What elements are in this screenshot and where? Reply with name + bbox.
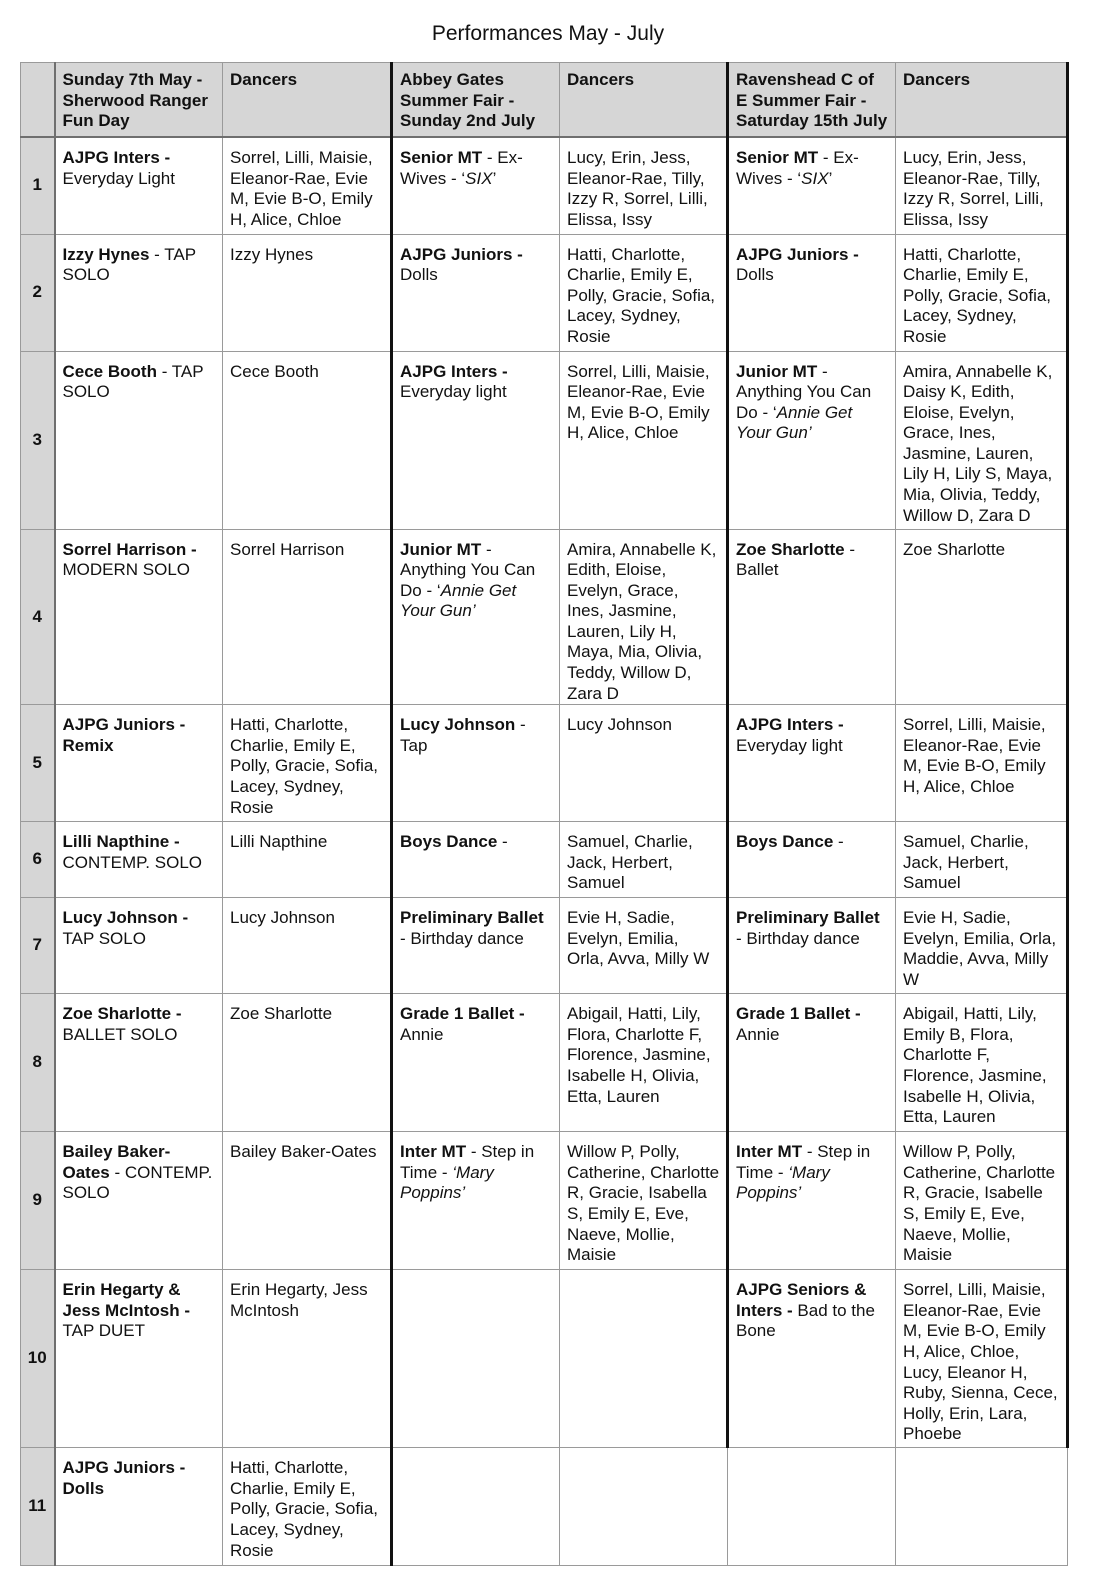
performance-bold: Sorrel Harrison - [62, 539, 197, 559]
header-dancers-1: Dancers [223, 63, 392, 138]
performance-rest: Dolls [736, 265, 774, 285]
performance-cell [728, 529, 896, 705]
performance-italic: ‘Mary Poppins’ [736, 1162, 830, 1203]
dancers-cell: Zoe Sharlotte [223, 994, 392, 1132]
dancers-cell: Erin Hegarty, Jess McIntosh [223, 1270, 392, 1448]
performance-bold: Inter MT [736, 1142, 803, 1162]
header-dancers-2: Dancers [560, 63, 728, 138]
performance-rest: - [497, 832, 508, 852]
performance-bold: Cece Booth [62, 361, 157, 381]
dancers-cell: Amira, Annabelle K, Edith, Eloise, Evelyn, Grace, Ines, Jasmine, Lauren, Lily H, Maya, Mia, Olivia, Teddy, Willow D, Zara D [560, 529, 728, 705]
performance-rest: Annie [400, 1024, 444, 1044]
performance-cell [55, 705, 223, 822]
performance-rest: - Step in Time - [736, 1142, 871, 1182]
performance-bold: Preliminary Ballet [736, 908, 880, 928]
performance-bold: Erin Hegarty & Jess McIntosh - [62, 1280, 191, 1320]
performance-cell [392, 705, 560, 822]
performance-rest: - Anything You Can Do - ‘ [400, 539, 536, 600]
page-title: Performances May - July [431, 22, 665, 45]
performance-cell [728, 137, 896, 234]
performance-cell [55, 351, 223, 529]
performance-bold: Grade 1 Ballet - [736, 1004, 861, 1024]
header-number-cell [21, 63, 55, 138]
performance-cell [392, 137, 560, 234]
performance-cell [392, 822, 560, 898]
performance-cell [392, 529, 560, 705]
table-row [21, 234, 1068, 351]
header-dancers-3: Dancers [896, 63, 1068, 138]
performance-bold: Lucy Johnson - [62, 908, 189, 928]
row-number: 7 [21, 898, 55, 994]
performance-rest: - TAP SOLO [62, 361, 204, 402]
performance-cell [55, 822, 223, 898]
row-number: 5 [21, 705, 55, 822]
performance-rest: Everyday Light [62, 168, 175, 188]
performance-bold: Junior MT [736, 361, 818, 381]
performance-rest: - Tap [400, 715, 526, 755]
performance-bold: Boys Dance [400, 832, 498, 852]
performance-bold: Zoe Sharlotte - [62, 1004, 182, 1024]
performance-cell [728, 1132, 896, 1270]
dancers-cell [560, 1270, 728, 1448]
row-number: 10 [21, 1270, 55, 1448]
performance-cell [55, 529, 223, 705]
performance-italic: SIX [465, 168, 493, 188]
header-event-1: Sunday 7th May - Sherwood Ranger Fun Day [55, 63, 223, 138]
dancers-cell: Hatti, Charlotte, Charlie, Emily E, Polly, Gracie, Sofia, Lacey, Sydney, Rosie [896, 234, 1068, 351]
table-row [21, 351, 1068, 529]
row-number: 6 [21, 822, 55, 898]
performance-bold: AJPG Juniors - Remix [62, 715, 186, 755]
performance-bold: AJPG Juniors - Dolls [62, 1458, 186, 1498]
performance-rest: - Anything You Can Do - ‘ [736, 361, 872, 422]
row-number: 3 [21, 351, 55, 529]
dancers-cell: Samuel, Charlie, Jack, Herbert, Samuel [896, 822, 1068, 898]
header-event-2: Abbey Gates Summer Fair - Sunday 2nd July [392, 63, 560, 138]
performance-cell [728, 705, 896, 822]
dancers-cell: Izzy Hynes [223, 234, 392, 351]
performance-rest: Everyday light [736, 735, 843, 755]
dancers-cell: Lucy, Erin, Jess, Eleanor-Rae, Tilly, Izzy R, Sorrel, Lilli, Elissa, Issy [896, 137, 1068, 234]
dancers-cell: Sorrel Harrison [223, 529, 392, 705]
performance-bold: Bailey Baker-Oates [62, 1142, 171, 1182]
dancers-cell: Samuel, Charlie, Jack, Herbert, Samuel [560, 822, 728, 898]
performance-cell [728, 994, 896, 1132]
performance-bold: Senior MT [736, 148, 819, 167]
dancers-cell: Lucy Johnson [560, 705, 728, 822]
performance-rest: Bad to the Bone [736, 1300, 875, 1341]
table-row [21, 529, 1068, 705]
performance-rest: - Ex-Wives - ‘ [400, 148, 523, 188]
performance-rest: - TAP SOLO [62, 244, 196, 285]
performance-rest: - [833, 832, 844, 852]
table-row [21, 822, 1068, 898]
dancers-cell: Sorrel, Lilli, Maisie, Eleanor-Rae, Evie M, Evie B-O, Emily H, Alice, Chloe [896, 705, 1068, 822]
performance-rest: TAP DUET [62, 1321, 145, 1341]
table-row [21, 1270, 1068, 1448]
performance-rest: - Birthday dance [400, 928, 524, 948]
performance-italic: ‘Mary Poppins’ [400, 1162, 494, 1203]
table-row [21, 1132, 1068, 1270]
performance-bold: AJPG Juniors - [400, 244, 523, 264]
performance-rest: - Birthday dance [736, 928, 860, 948]
performance-cell [392, 1132, 560, 1270]
dancers-cell: Zoe Sharlotte [896, 529, 1068, 705]
performance-bold: Lucy Johnson [400, 715, 516, 735]
performance-cell [728, 234, 896, 351]
performance-cell [728, 1448, 896, 1566]
performance-rest: - Ballet [736, 539, 856, 580]
table-row [21, 1448, 1068, 1566]
performance-cell [392, 234, 560, 351]
performance-bold: AJPG Seniors & Inters - [736, 1280, 867, 1320]
performance-rest: Everyday light [400, 382, 507, 402]
dancers-cell: Hatti, Charlotte, Charlie, Emily E, Polly, Gracie, Sofia, Lacey, Sydney, Rosie [560, 234, 728, 351]
row-number: 11 [21, 1448, 55, 1566]
performance-bold: Grade 1 Ballet - [400, 1004, 525, 1024]
table-row [21, 898, 1068, 994]
performance-cell [392, 994, 560, 1132]
performance-rest: - Step in Time - [400, 1142, 535, 1182]
table-row [21, 705, 1068, 822]
performance-bold: Boys Dance [736, 832, 834, 852]
dancers-cell: Evie H, Sadie, Evelyn, Emilia, Orla, Avva, Milly W [560, 898, 728, 994]
dancers-cell: Lilli Napthine [223, 822, 392, 898]
dancers-cell: Sorrel, Lilli, Maisie, Eleanor-Rae, Evie M, Evie B-O, Emily H, Alice, Chloe, Lucy, Eleanor H, Ruby, Sienna, Cece, Holly, Erin, Lara, Phoebe [896, 1270, 1068, 1448]
performance-cell [55, 1270, 223, 1448]
performance-cell [392, 351, 560, 529]
dancers-cell [560, 1448, 728, 1566]
performance-cell [392, 1270, 560, 1448]
performance-rest: MODERN SOLO [62, 560, 191, 580]
performance-rest: - Ex-Wives - ‘ [736, 148, 859, 188]
dancers-cell: Hatti, Charlotte, Charlie, Emily E, Polly, Gracie, Sofia, Lacey, Sydney, Rosie [223, 1448, 392, 1566]
performance-bold: Lilli Napthine - [62, 832, 180, 852]
performance-cell [728, 1270, 896, 1448]
dancers-cell: Cece Booth [223, 351, 392, 529]
performances-table [20, 62, 1069, 1566]
row-number: 1 [21, 137, 55, 234]
performance-rest: CONTEMP. SOLO [62, 852, 202, 872]
performance-end: ’ [492, 168, 497, 188]
performance-rest: Dolls [400, 265, 438, 285]
dancers-cell [896, 1448, 1068, 1566]
performance-rest: - CONTEMP. SOLO [62, 1162, 213, 1203]
performance-italic: Annie Get Your Gun’ [400, 580, 517, 621]
row-number: 4 [21, 529, 55, 705]
performance-bold: AJPG Inters - [400, 361, 508, 381]
performance-cell [55, 1132, 223, 1270]
dancers-cell: Abigail, Hatti, Lily, Emily B, Flora, Charlotte F, Florence, Jasmine, Isabelle H, Olivia, Etta, Lauren [896, 994, 1068, 1132]
table-row [21, 994, 1068, 1132]
dancers-cell: Willow P, Polly, Catherine, Charlotte R, Gracie, Isabella S, Emily E, Eve, Naeve, Mollie, Maisie [560, 1132, 728, 1270]
dancers-cell: Lucy Johnson [223, 898, 392, 994]
dancers-cell: Bailey Baker-Oates [223, 1132, 392, 1270]
performance-bold: Zoe Sharlotte [736, 539, 845, 559]
performance-cell [55, 137, 223, 234]
performance-bold: Junior MT [400, 539, 482, 559]
dancers-cell: Hatti, Charlotte, Charlie, Emily E, Polly, Gracie, Sofia, Lacey, Sydney, Rosie [223, 705, 392, 822]
performance-cell [392, 1448, 560, 1566]
performance-rest: BALLET SOLO [62, 1024, 178, 1044]
dancers-cell: Sorrel, Lilli, Maisie, Eleanor-Rae, Evie M, Evie B-O, Emily H, Alice, Chloe [223, 137, 392, 234]
dancers-cell: Sorrel, Lilli, Maisie, Eleanor-Rae, Evie M, Evie B-O, Emily H, Alice, Chloe [560, 351, 728, 529]
performance-cell [55, 994, 223, 1132]
performance-cell [392, 898, 560, 994]
performance-bold: AJPG Inters - [736, 715, 844, 735]
performance-cell [55, 898, 223, 994]
dancers-cell: Amira, Annabelle K, Daisy K, Edith, Eloise, Evelyn, Grace, Ines, Jasmine, Lauren, Lily H, Lily S, Maya, Mia, Olivia, Teddy, Willow D, Zara D [896, 351, 1068, 529]
performance-italic: Annie Get Your Gun’ [736, 402, 853, 443]
dancers-cell: Lucy, Erin, Jess, Eleanor-Rae, Tilly, Izzy R, Sorrel, Lilli, Elissa, Issy [560, 137, 728, 234]
performance-italic: SIX [801, 168, 829, 188]
performance-cell [55, 234, 223, 351]
performance-bold: Preliminary Ballet [400, 908, 544, 928]
performance-rest: TAP SOLO [62, 928, 146, 948]
performance-rest: Annie [736, 1024, 780, 1044]
row-number: 2 [21, 234, 55, 351]
performance-bold: Senior MT [400, 148, 483, 167]
dancers-cell: Willow P, Polly, Catherine, Charlotte R, Gracie, Isabelle S, Emily E, Eve, Naeve, Mollie, Maisie [896, 1132, 1068, 1270]
performance-cell [728, 822, 896, 898]
table-row [21, 137, 1068, 234]
performance-end: ’ [828, 168, 833, 188]
performance-bold: Izzy Hynes [62, 244, 150, 264]
performance-bold: Inter MT [400, 1142, 467, 1162]
performance-cell [55, 1448, 223, 1566]
row-number: 8 [21, 994, 55, 1132]
dancers-cell: Evie H, Sadie, Evelyn, Emilia, Orla, Maddie, Avva, Milly W [896, 898, 1068, 994]
performance-cell [728, 351, 896, 529]
header-event-3: Ravenshead C of E Summer Fair - Saturday 15th July [728, 63, 896, 138]
performance-bold: AJPG Inters - [62, 148, 171, 167]
header-row [21, 63, 1068, 138]
performance-cell [728, 898, 896, 994]
performance-bold: AJPG Juniors - [736, 244, 859, 264]
dancers-cell: Abigail, Hatti, Lily, Flora, Charlotte F, Florence, Jasmine, Isabelle H, Olivia, Etta, Lauren [560, 994, 728, 1132]
row-number: 9 [21, 1132, 55, 1270]
